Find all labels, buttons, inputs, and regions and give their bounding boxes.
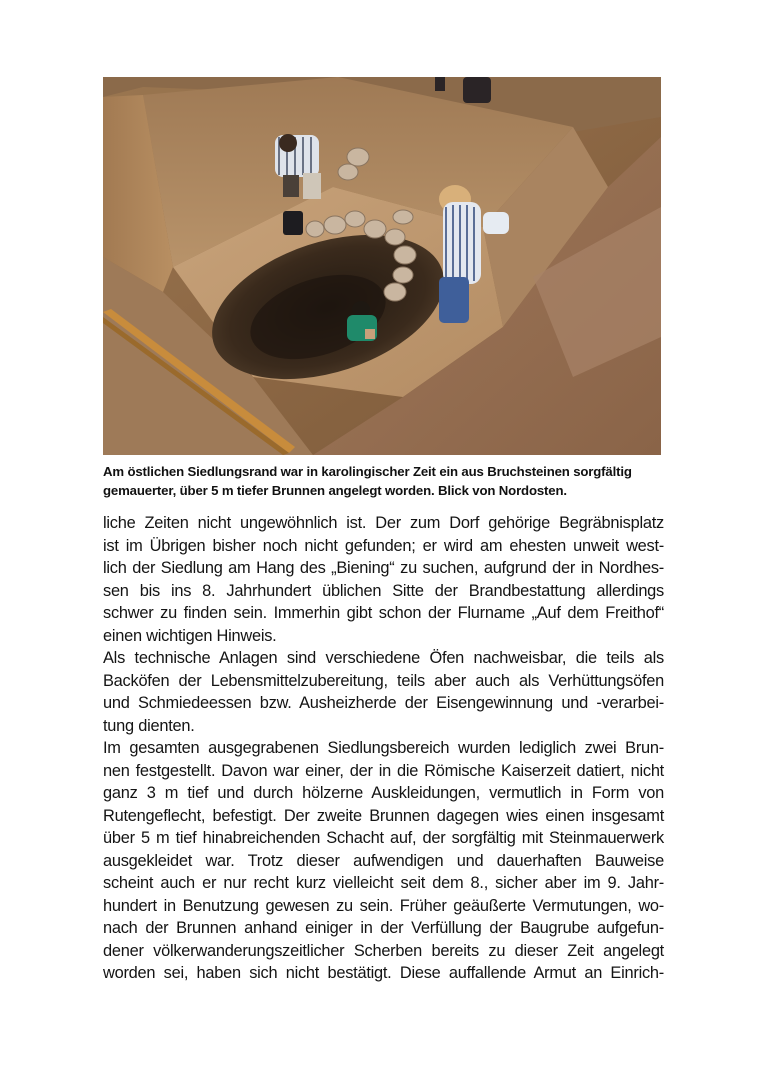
text-line: einen wichtigen Hinweis. bbox=[103, 626, 277, 645]
text-line: über 5 m tief hinabreichenden Schacht auf, der sorgfältig mit Steinmauerwerk bbox=[103, 829, 664, 847]
text-line: ganz 3 m tief und durch hölzerne Auskleidungen, vermutlich in Form von bbox=[103, 784, 664, 802]
text-line: lich der Siedlung am Hang des „Biening“ zu suchen, aufgrund der in Nordhes- bbox=[103, 559, 664, 577]
caption-line: Am östlichen Siedlungsrand war in karolingischer Zeit ein aus Bruchsteinen sorgfältig bbox=[103, 464, 632, 479]
text-line: dener völkerwanderungszeitlicher Scherben bereits zu dieser Zeit angelegt bbox=[103, 941, 664, 960]
text-line: nach der Brunnen anhand einiger in der Verfüllung der Baugrube aufgefun- bbox=[103, 919, 664, 937]
text-line: scheint auch er nur recht kurz vielleicht seit dem 8., sicher aber im 9. Jahr- bbox=[103, 874, 664, 892]
text-line: ist im Übrigen bisher noch nicht gefunden; er wird am ehesten unweit west- bbox=[103, 536, 664, 555]
text-line: ausgekleidet war. Trotz dieser aufwendigen und dauerhaften Bauweise bbox=[103, 851, 664, 870]
text-line: Backöfen der Lebensmittelzubereitung, teils aber auch als Verhüttungsöfen bbox=[103, 671, 664, 690]
text-line: liche Zeiten nicht ungewöhnlich ist. Der zum Dorf gehörige Begräbnisplatz bbox=[103, 514, 664, 532]
body-text bbox=[103, 512, 664, 985]
text-line: worden sei, haben sich nicht bestätigt. Diese auffallende Armut an Einrich- bbox=[103, 964, 664, 982]
text-line: Rutengeflecht, befestigt. Der zweite Brunnen dagegen wies einen insgesamt bbox=[103, 806, 664, 825]
text-line: sen bis ins 8. Jahrhundert üblichen Sitte der Brandbestattung allerdings bbox=[103, 581, 664, 600]
figure-caption bbox=[103, 462, 663, 500]
text-line: Als technische Anlagen sind verschiedene Öfen nachweisbar, die teils als bbox=[103, 649, 664, 667]
text-line: nen festgestellt. Davon war einer, der in die Römische Kaiserzeit datiert, nicht bbox=[103, 761, 664, 780]
excavation-photo bbox=[103, 77, 661, 455]
text-line: Im gesamten ausgegrabenen Siedlungsbereich wurden lediglich zwei Brun- bbox=[103, 739, 664, 757]
text-line: hundert in Benutzung gewesen zu sein. Früher geäußerte Vermutungen, wo- bbox=[103, 896, 664, 915]
text-line: tung dienten. bbox=[103, 716, 195, 735]
text-line: schwer zu finden sein. Immerhin gibt schon der Flurname „Auf dem Freithof“ bbox=[103, 604, 664, 622]
text-line: und Schmiedeessen bzw. Ausheizherde der Eisengewinnung und -verarbei- bbox=[103, 694, 664, 712]
caption-line: gemauerter, über 5 m tiefer Brunnen angelegt worden. Blick von Nordosten. bbox=[103, 483, 567, 498]
